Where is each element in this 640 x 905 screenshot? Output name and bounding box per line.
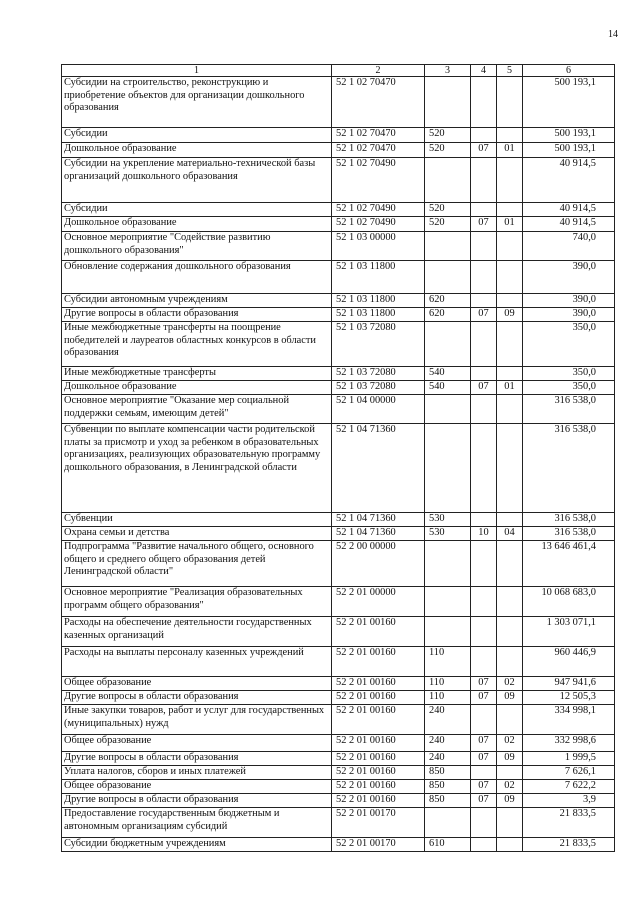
subsection-cell: 02	[497, 677, 523, 691]
target-code-cell: 52 1 03 00000	[332, 232, 425, 261]
section-cell: 07	[471, 794, 497, 808]
expense-type-cell	[425, 322, 471, 367]
amount-cell: 500 193,1	[523, 128, 615, 143]
subsection-cell	[497, 617, 523, 647]
table-row	[62, 541, 615, 587]
amount-cell: 316 538,0	[523, 424, 615, 513]
subsection-cell	[497, 77, 523, 128]
amount-cell: 12 505,3	[523, 691, 615, 705]
target-code-cell: 52 1 03 11800	[332, 294, 425, 308]
expense-type-cell: 520	[425, 143, 471, 158]
expense-type-cell: 110	[425, 677, 471, 691]
row-name-cell: Подпрограмма "Развитие начального общего, основного общего и среднего общего образования детей Ленинградской области"	[62, 541, 332, 587]
subsection-cell: 01	[497, 143, 523, 158]
section-cell	[471, 294, 497, 308]
header-cell: 5	[497, 65, 523, 77]
table-row	[62, 838, 615, 852]
subsection-cell	[497, 766, 523, 780]
section-cell	[471, 203, 497, 217]
row-name-cell: Субсидии на строительство, реконструкцию и приобретение объектов для организации дошкольного образования	[62, 77, 332, 128]
table-row	[62, 294, 615, 308]
target-code-cell: 52 2 00 00000	[332, 541, 425, 587]
amount-cell: 740,0	[523, 232, 615, 261]
amount-cell: 316 538,0	[523, 395, 615, 424]
target-code-cell: 52 2 01 00160	[332, 691, 425, 705]
expense-type-cell: 620	[425, 308, 471, 322]
subsection-cell	[497, 838, 523, 852]
amount-cell: 21 833,5	[523, 808, 615, 838]
expense-type-cell: 110	[425, 647, 471, 677]
row-name-cell: Основное мероприятие "Содействие развитию дошкольного образования"	[62, 232, 332, 261]
subsection-cell	[497, 541, 523, 587]
section-cell	[471, 705, 497, 735]
row-name-cell: Субвенции	[62, 513, 332, 527]
target-code-cell: 52 2 01 00160	[332, 617, 425, 647]
section-cell	[471, 647, 497, 677]
section-cell: 07	[471, 691, 497, 705]
amount-cell: 390,0	[523, 261, 615, 294]
row-name-cell: Основное мероприятие "Оказание мер социальной поддержки семьям, имеющим детей"	[62, 395, 332, 424]
target-code-cell: 52 2 01 00160	[332, 677, 425, 691]
target-code-cell: 52 1 03 72080	[332, 381, 425, 395]
subsection-cell	[497, 424, 523, 513]
target-code-cell: 52 1 02 70490	[332, 203, 425, 217]
amount-cell: 40 914,5	[523, 217, 615, 232]
row-name-cell: Дошкольное образование	[62, 217, 332, 232]
target-code-cell: 52 1 04 71360	[332, 424, 425, 513]
table-row	[62, 424, 615, 513]
header-row	[62, 65, 615, 77]
expense-type-cell: 610	[425, 838, 471, 852]
section-cell	[471, 322, 497, 367]
table-row	[62, 808, 615, 838]
target-code-cell: 52 1 02 70490	[332, 158, 425, 203]
row-name-cell: Охрана семьи и детства	[62, 527, 332, 541]
target-code-cell: 52 2 01 00160	[332, 705, 425, 735]
section-cell	[471, 541, 497, 587]
target-code-cell: 52 1 02 70470	[332, 77, 425, 128]
expense-type-cell: 520	[425, 128, 471, 143]
expense-type-cell	[425, 424, 471, 513]
table-row	[62, 527, 615, 541]
row-name-cell: Обновление содержания дошкольного образования	[62, 261, 332, 294]
amount-cell: 10 068 683,0	[523, 587, 615, 617]
row-name-cell: Иные межбюджетные трансферты на поощрение победителей и лауреатов областных конкурсов в области образования	[62, 322, 332, 367]
table-row	[62, 367, 615, 381]
section-cell: 10	[471, 527, 497, 541]
expense-type-cell	[425, 158, 471, 203]
amount-cell: 332 998,6	[523, 735, 615, 752]
target-code-cell: 52 2 01 00160	[332, 647, 425, 677]
table-row	[62, 677, 615, 691]
amount-cell: 350,0	[523, 381, 615, 395]
subsection-cell	[497, 203, 523, 217]
target-code-cell: 52 1 02 70470	[332, 143, 425, 158]
target-code-cell: 52 1 04 71360	[332, 527, 425, 541]
expense-type-cell: 620	[425, 294, 471, 308]
expense-type-cell: 540	[425, 381, 471, 395]
expense-type-cell: 850	[425, 780, 471, 794]
table-row	[62, 766, 615, 780]
row-name-cell: Другие вопросы в области образования	[62, 691, 332, 705]
expense-type-cell: 240	[425, 705, 471, 735]
expense-type-cell: 540	[425, 367, 471, 381]
expense-type-cell	[425, 77, 471, 128]
target-code-cell: 52 1 02 70470	[332, 128, 425, 143]
section-cell: 07	[471, 217, 497, 232]
table-row	[62, 794, 615, 808]
subsection-cell	[497, 322, 523, 367]
table-row	[62, 232, 615, 261]
section-cell	[471, 587, 497, 617]
table-row	[62, 617, 615, 647]
amount-cell: 390,0	[523, 308, 615, 322]
section-cell	[471, 77, 497, 128]
row-name-cell: Предоставление государственным бюджетным и автономным организациям субсидий	[62, 808, 332, 838]
amount-cell: 1 999,5	[523, 752, 615, 766]
table-row	[62, 587, 615, 617]
row-name-cell: Общее образование	[62, 677, 332, 691]
amount-cell: 500 193,1	[523, 143, 615, 158]
table-row	[62, 143, 615, 158]
amount-cell: 7 626,1	[523, 766, 615, 780]
table-row	[62, 513, 615, 527]
amount-cell: 316 538,0	[523, 527, 615, 541]
table-row	[62, 752, 615, 766]
section-cell	[471, 261, 497, 294]
target-code-cell: 52 2 01 00160	[332, 794, 425, 808]
subsection-cell	[497, 513, 523, 527]
subsection-cell	[497, 587, 523, 617]
subsection-cell: 02	[497, 735, 523, 752]
expense-type-cell	[425, 587, 471, 617]
row-name-cell: Общее образование	[62, 735, 332, 752]
table-row	[62, 780, 615, 794]
expense-type-cell	[425, 395, 471, 424]
section-cell	[471, 808, 497, 838]
amount-cell: 334 998,1	[523, 705, 615, 735]
table-row	[62, 261, 615, 294]
amount-cell: 1 303 071,1	[523, 617, 615, 647]
section-cell: 07	[471, 381, 497, 395]
target-code-cell: 52 2 01 00000	[332, 587, 425, 617]
row-name-cell: Основное мероприятие "Реализация образовательных программ общего образования"	[62, 587, 332, 617]
table-row	[62, 203, 615, 217]
expense-type-cell: 520	[425, 203, 471, 217]
target-code-cell: 52 2 01 00170	[332, 838, 425, 852]
subsection-cell: 04	[497, 527, 523, 541]
section-cell	[471, 617, 497, 647]
budget-table	[61, 64, 615, 852]
subsection-cell	[497, 294, 523, 308]
section-cell: 07	[471, 143, 497, 158]
expense-type-cell: 850	[425, 766, 471, 780]
section-cell: 07	[471, 752, 497, 766]
table-row	[62, 381, 615, 395]
expense-type-cell	[425, 541, 471, 587]
target-code-cell: 52 2 01 00170	[332, 808, 425, 838]
expense-type-cell	[425, 232, 471, 261]
subsection-cell	[497, 808, 523, 838]
header-cell: 1	[62, 65, 332, 77]
row-name-cell: Субвенции по выплате компенсации части родительской платы за присмотр и уход за ребенком в образовательных организациях, реализующих образовательную программу дошкольного образования, в Ленинградской области	[62, 424, 332, 513]
table-row	[62, 705, 615, 735]
subsection-cell: 01	[497, 381, 523, 395]
subsection-cell	[497, 367, 523, 381]
section-cell	[471, 395, 497, 424]
row-name-cell: Другие вопросы в области образования	[62, 308, 332, 322]
amount-cell: 316 538,0	[523, 513, 615, 527]
subsection-cell	[497, 395, 523, 424]
row-name-cell: Дошкольное образование	[62, 143, 332, 158]
row-name-cell: Иные межбюджетные трансферты	[62, 367, 332, 381]
target-code-cell: 52 1 04 00000	[332, 395, 425, 424]
subsection-cell	[497, 128, 523, 143]
row-name-cell: Субсидии бюджетным учреждениям	[62, 838, 332, 852]
subsection-cell: 02	[497, 780, 523, 794]
expense-type-cell: 240	[425, 752, 471, 766]
target-code-cell: 52 1 04 71360	[332, 513, 425, 527]
amount-cell: 960 446,9	[523, 647, 615, 677]
target-code-cell: 52 2 01 00160	[332, 780, 425, 794]
subsection-cell	[497, 158, 523, 203]
row-name-cell: Субсидии	[62, 128, 332, 143]
target-code-cell: 52 1 03 11800	[332, 308, 425, 322]
row-name-cell: Уплата налогов, сборов и иных платежей	[62, 766, 332, 780]
row-name-cell: Расходы на обеспечение деятельности государственных казенных организаций	[62, 617, 332, 647]
amount-cell: 350,0	[523, 322, 615, 367]
section-cell	[471, 128, 497, 143]
target-code-cell: 52 2 01 00160	[332, 735, 425, 752]
table-row	[62, 128, 615, 143]
table-row	[62, 308, 615, 322]
section-cell	[471, 232, 497, 261]
expense-type-cell	[425, 617, 471, 647]
expense-type-cell: 530	[425, 513, 471, 527]
header-cell: 4	[471, 65, 497, 77]
row-name-cell: Субсидии на укрепление материально-технической базы организаций дошкольного образования	[62, 158, 332, 203]
section-cell: 07	[471, 677, 497, 691]
section-cell	[471, 158, 497, 203]
amount-cell: 21 833,5	[523, 838, 615, 852]
table-row	[62, 647, 615, 677]
target-code-cell: 52 2 01 00160	[332, 766, 425, 780]
expense-type-cell: 240	[425, 735, 471, 752]
subsection-cell: 01	[497, 217, 523, 232]
row-name-cell: Субсидии автономным учреждениям	[62, 294, 332, 308]
amount-cell: 350,0	[523, 367, 615, 381]
amount-cell: 390,0	[523, 294, 615, 308]
row-name-cell: Дошкольное образование	[62, 381, 332, 395]
subsection-cell: 09	[497, 308, 523, 322]
table-row	[62, 735, 615, 752]
target-code-cell: 52 1 03 72080	[332, 367, 425, 381]
header-cell: 3	[425, 65, 471, 77]
section-cell: 07	[471, 780, 497, 794]
table-row	[62, 77, 615, 128]
row-name-cell: Субсидии	[62, 203, 332, 217]
section-cell	[471, 838, 497, 852]
row-name-cell: Другие вопросы в области образования	[62, 752, 332, 766]
section-cell	[471, 424, 497, 513]
section-cell	[471, 367, 497, 381]
subsection-cell: 09	[497, 691, 523, 705]
header-cell: 6	[523, 65, 615, 77]
header-cell: 2	[332, 65, 425, 77]
subsection-cell	[497, 647, 523, 677]
amount-cell: 7 622,2	[523, 780, 615, 794]
table-row	[62, 322, 615, 367]
table-row	[62, 158, 615, 203]
expense-type-cell: 850	[425, 794, 471, 808]
table-row	[62, 217, 615, 232]
target-code-cell: 52 2 01 00160	[332, 752, 425, 766]
amount-cell: 13 646 461,4	[523, 541, 615, 587]
amount-cell: 947 941,6	[523, 677, 615, 691]
row-name-cell: Расходы на выплаты персоналу казенных учреждений	[62, 647, 332, 677]
section-cell	[471, 766, 497, 780]
table-row	[62, 691, 615, 705]
target-code-cell: 52 1 03 11800	[332, 261, 425, 294]
subsection-cell: 09	[497, 794, 523, 808]
amount-cell: 500 193,1	[523, 77, 615, 128]
row-name-cell: Иные закупки товаров, работ и услуг для государственных (муниципальных) нужд	[62, 705, 332, 735]
expense-type-cell	[425, 808, 471, 838]
expense-type-cell	[425, 261, 471, 294]
table-row	[62, 395, 615, 424]
row-name-cell: Другие вопросы в области образования	[62, 794, 332, 808]
section-cell: 07	[471, 735, 497, 752]
expense-type-cell: 110	[425, 691, 471, 705]
amount-cell: 3,9	[523, 794, 615, 808]
amount-cell: 40 914,5	[523, 203, 615, 217]
subsection-cell	[497, 705, 523, 735]
subsection-cell	[497, 232, 523, 261]
page-number: 14	[608, 29, 618, 40]
target-code-cell: 52 1 03 72080	[332, 322, 425, 367]
expense-type-cell: 530	[425, 527, 471, 541]
section-cell	[471, 513, 497, 527]
subsection-cell: 09	[497, 752, 523, 766]
expense-type-cell: 520	[425, 217, 471, 232]
subsection-cell	[497, 261, 523, 294]
amount-cell: 40 914,5	[523, 158, 615, 203]
row-name-cell: Общее образование	[62, 780, 332, 794]
target-code-cell: 52 1 02 70490	[332, 217, 425, 232]
section-cell: 07	[471, 308, 497, 322]
